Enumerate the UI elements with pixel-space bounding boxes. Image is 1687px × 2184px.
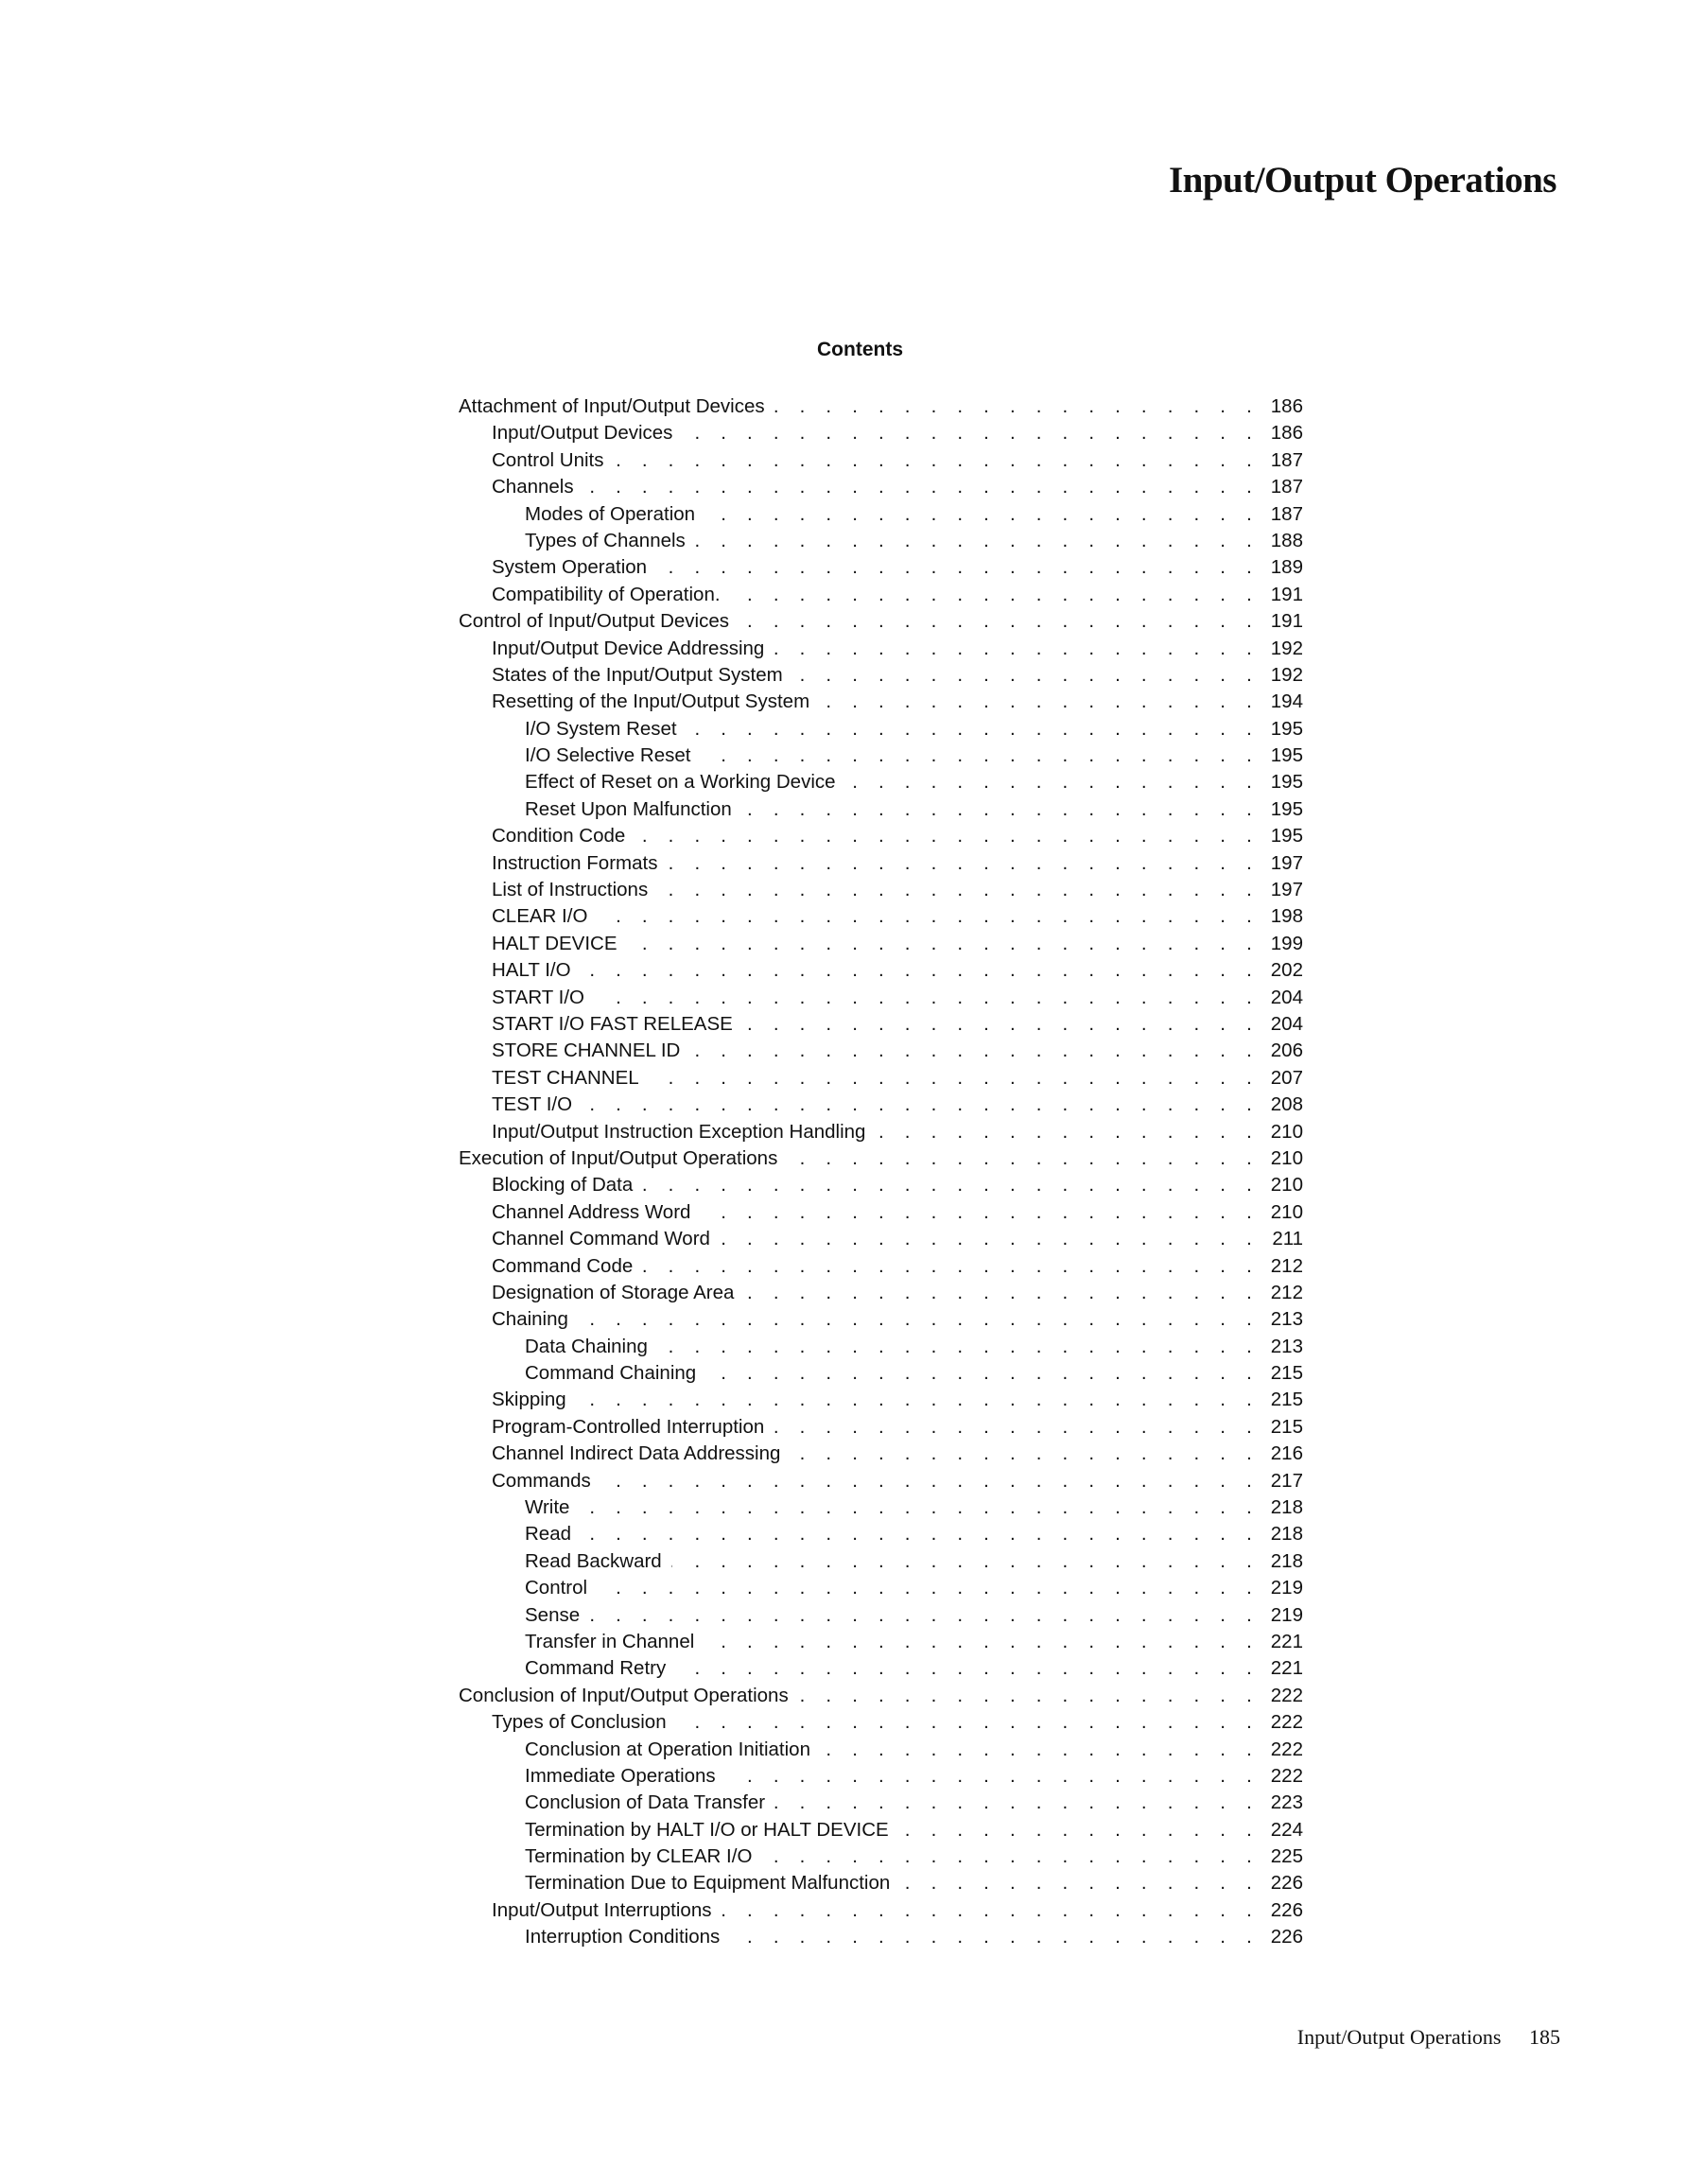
dot-leader [695,528,1260,554]
dot-leader [704,1629,1260,1655]
toc-entry-page: 188 [1270,529,1303,551]
toc-entry [459,1280,1303,1306]
toc-entry-title: Attachment of Input/Output Devices [459,395,765,417]
toc-entry [459,850,1303,877]
toc-entry-page: 217 [1270,1469,1303,1492]
toc-entry-title: Read [525,1523,572,1546]
dot-leader [675,1655,1260,1682]
toc-entry-title: Conclusion at Operation Initiation [525,1738,810,1760]
toc-entry-title: Channel Indirect Data Addressing [492,1442,781,1465]
toc-entry-title: List of Instructions [492,879,649,901]
toc-entry-title: STORE CHANNEL ID [492,1040,681,1062]
toc-entry-page: 195 [1270,744,1303,767]
dot-leader [671,1548,1260,1575]
toc-entry [459,1655,1303,1682]
toc-entry-title: Input/Output Interruptions [492,1898,712,1921]
dot-leader [582,1092,1260,1118]
toc-entry-title: Control Units [492,448,604,471]
toc-entry-title: Chaining [492,1308,568,1331]
toc-entry-title: Channel Command Word [492,1228,710,1250]
dot-leader [649,1065,1260,1092]
toc-entry [459,474,1303,500]
toc-entry-page: 218 [1270,1523,1303,1546]
toc-entry [459,528,1303,554]
dot-leader [642,1253,1260,1280]
toc-entry-title: Channel Address Word [492,1200,691,1223]
dot-leader [589,1602,1260,1629]
toc-entry-page: 219 [1270,1603,1303,1626]
toc-entry-title: HALT DEVICE [492,932,617,954]
toc-entry-page: 187 [1270,448,1303,471]
dot-leader [898,1817,1260,1843]
toc-entry-title: Designation of Storage Area [492,1281,735,1303]
dot-leader [742,1011,1260,1038]
dot-leader [704,501,1260,528]
toc-entry-title: Control [525,1577,588,1599]
toc-entry-page: 218 [1270,1496,1303,1519]
toc-entry-page: 191 [1270,610,1303,633]
toc-entry [459,1709,1303,1736]
toc-entry-page: 187 [1270,502,1303,525]
dot-leader [597,1575,1260,1601]
toc-entry-title: Control of Input/Output Devices [459,610,730,633]
toc-entry [459,1521,1303,1547]
toc-entry [459,1763,1303,1790]
toc-entry-page: 225 [1270,1845,1303,1868]
toc-entry-title: Blocking of Data [492,1174,634,1197]
toc-entry-page: 224 [1270,1818,1303,1841]
footer-page-number: 185 [1529,2025,1560,2049]
toc-entry-title: Compatibility of Operation. [492,583,721,605]
toc-entry-title: I/O System Reset [525,717,677,740]
toc-entry-title: Reset Upon Malfunction [525,797,732,820]
toc-entry [459,931,1303,957]
toc-entry [459,1199,1303,1226]
toc-entry-title: Conclusion of Data Transfer [525,1791,766,1814]
toc-entry-page: 211 [1272,1228,1303,1250]
toc-entry [459,823,1303,849]
dot-leader [594,985,1260,1011]
dot-leader [700,1199,1260,1226]
toc-entry-title: Effect of Reset on a Working Device [525,771,836,794]
toc-entry-page: 226 [1270,1872,1303,1895]
toc-entry [459,743,1303,769]
toc-entry-page: 192 [1270,663,1303,686]
dot-leader [820,1737,1260,1763]
dot-leader [774,1414,1260,1441]
toc-entry-page: 215 [1270,1362,1303,1385]
toc-entry-page: 198 [1270,905,1303,928]
toc-entry-title: Interruption Conditions [525,1926,721,1948]
toc-entry-title: START I/O [492,986,584,1008]
toc-entry-title: Modes of Operation [525,502,696,525]
toc-entry [459,1011,1303,1038]
dot-leader [600,1468,1260,1494]
dot-leader [657,1334,1260,1360]
toc-entry-page: 212 [1270,1254,1303,1277]
toc-entry-title: START I/O FAST RELEASE [492,1012,733,1035]
dot-leader [729,1924,1260,1950]
dot-leader [705,1360,1260,1387]
toc-entry-page: 199 [1270,932,1303,954]
dot-leader [581,1521,1260,1547]
toc-entry [459,1092,1303,1118]
toc-entry-page: 186 [1270,422,1303,445]
toc-entry-page: 187 [1270,476,1303,498]
toc-entry [459,608,1303,635]
toc-entry-page: 219 [1270,1577,1303,1599]
toc-entry-page: 206 [1270,1040,1303,1062]
dot-leader [657,877,1260,903]
toc-entry [459,1226,1303,1252]
dot-leader [667,850,1260,877]
toc-entry-title: Data Chaining [525,1335,648,1357]
contents-heading: Contents [817,339,903,360]
toc-entry-title: Command Retry [525,1657,667,1680]
toc-entry [459,1360,1303,1387]
toc-entry-title: Read Backward [525,1549,662,1572]
toc-entry-title: HALT I/O [492,959,571,982]
toc-entry [459,769,1303,795]
dot-leader [899,1870,1260,1896]
toc-entry-page: 213 [1270,1308,1303,1331]
toc-entry [459,689,1303,715]
toc-entry-page: 215 [1270,1389,1303,1411]
toc-entry-page: 208 [1270,1093,1303,1116]
toc-entry-page: 195 [1270,825,1303,847]
dot-leader [597,903,1260,930]
toc-entry-title: Write [525,1496,570,1519]
toc-entry [459,1843,1303,1870]
toc-entry-title: CLEAR I/O [492,905,588,928]
toc-entry-title: Termination Due to Equipment Malfunction [525,1872,891,1895]
toc-entry [459,1414,1303,1441]
toc-entry [459,554,1303,581]
toc-entry [459,1306,1303,1333]
toc-entry-title: Channels [492,476,574,498]
toc-entry-title: Immediate Operations [525,1764,716,1787]
dot-leader [790,1441,1260,1467]
toc-entry [459,1172,1303,1198]
dot-leader [700,743,1260,769]
toc-entry [459,1870,1303,1896]
dot-leader [774,393,1260,420]
toc-entry-page: 222 [1270,1684,1303,1706]
toc-entry-page: 212 [1270,1281,1303,1303]
toc-entry-page: 197 [1270,851,1303,874]
toc-entry-page: 210 [1270,1200,1303,1223]
toc-entry-page: 192 [1270,637,1303,659]
dot-leader [787,1145,1260,1172]
dot-leader [656,554,1260,581]
toc-entry-title: Types of Channels [525,529,686,551]
dot-leader [682,420,1260,446]
toc-entry-title: Input/Output Device Addressing [492,637,765,659]
dot-leader [875,1119,1260,1145]
toc-entry [459,1468,1303,1494]
toc-entry-page: 204 [1270,986,1303,1008]
toc-entry-page: 210 [1270,1120,1303,1143]
page-footer [1297,2025,1560,2050]
toc-entry-page: 210 [1270,1174,1303,1197]
toc-entry [459,1629,1303,1655]
toc-entry [459,1119,1303,1145]
toc-entry-title: Command Chaining [525,1362,697,1385]
toc-entry [459,1602,1303,1629]
dot-leader [743,1280,1260,1306]
toc-entry-page: 194 [1270,690,1303,713]
toc-entry [459,662,1303,689]
toc-entry [459,985,1303,1011]
toc-entry [459,957,1303,984]
toc-entry-title: Condition Code [492,825,626,847]
dot-leader [687,716,1260,743]
toc-entry-page: 218 [1270,1549,1303,1572]
toc-entry [459,1145,1303,1172]
chapter-title: Input/Output Operations [1168,160,1557,201]
dot-leader [741,796,1260,823]
dot-leader [730,582,1260,608]
dot-leader [798,1683,1260,1709]
toc-entry [459,1038,1303,1064]
toc-entry-title: Commands [492,1469,591,1492]
dot-leader [725,1763,1260,1790]
toc-entry-page: 195 [1270,797,1303,820]
toc-entry [459,1334,1303,1360]
toc-entry-title: Resetting of the Input/Output System [492,690,810,713]
toc-entry-page: 222 [1270,1764,1303,1787]
toc-entry [459,1924,1303,1950]
toc-entry [459,393,1303,420]
table-of-contents [459,393,1303,1951]
toc-entry-page: 191 [1270,583,1303,605]
toc-entry-title: I/O Selective Reset [525,744,691,767]
toc-entry-page: 222 [1270,1738,1303,1760]
toc-entry [459,447,1303,474]
dot-leader [581,957,1260,984]
toc-entry [459,1683,1303,1709]
toc-entry [459,582,1303,608]
dot-leader [721,1897,1260,1924]
toc-entry-title: Execution of Input/Output Operations [459,1146,778,1169]
dot-leader [845,769,1260,795]
toc-entry [459,1817,1303,1843]
toc-entry-title: Types of Conclusion [492,1711,667,1734]
toc-entry [459,420,1303,446]
toc-entry [459,1897,1303,1924]
toc-entry [459,1790,1303,1816]
dot-leader [635,823,1260,849]
toc-entry-title: Termination by CLEAR I/O [525,1845,753,1868]
toc-entry-page: 215 [1270,1415,1303,1438]
toc-entry [459,501,1303,528]
toc-entry [459,796,1303,823]
toc-entry-title: TEST CHANNEL [492,1066,639,1089]
dot-leader [576,1387,1260,1413]
toc-entry-page: 186 [1270,395,1303,417]
toc-entry-page: 189 [1270,556,1303,579]
toc-entry-page: 223 [1270,1791,1303,1814]
toc-entry-page: 204 [1270,1012,1303,1035]
toc-entry-title: Termination by HALT I/O or HALT DEVICE [525,1818,889,1841]
dot-leader [642,1172,1260,1198]
toc-entry-page: 216 [1270,1442,1303,1465]
toc-entry [459,1441,1303,1467]
toc-entry-page: 226 [1270,1898,1303,1921]
dot-leader [627,931,1260,957]
toc-entry-title: States of the Input/Output System [492,663,783,686]
toc-entry-page: 207 [1270,1066,1303,1089]
dot-leader [578,1306,1260,1333]
toc-entry-title: Command Code [492,1254,634,1277]
toc-entry-title: Input/Output Devices [492,422,673,445]
toc-entry-title: System Operation [492,556,648,579]
dot-leader [819,689,1260,715]
dot-leader [774,636,1260,662]
toc-entry [459,1494,1303,1521]
toc-entry-title: TEST I/O [492,1093,573,1116]
toc-entry-title: Instruction Formats [492,851,658,874]
toc-entry [459,1387,1303,1413]
toc-entry-page: 195 [1270,771,1303,794]
dot-leader [676,1709,1260,1736]
dot-leader [761,1843,1260,1870]
footer-running-title: Input/Output Operations [1296,2025,1502,2049]
dot-leader [614,447,1261,474]
toc-entry [459,716,1303,743]
toc-entry-page: 210 [1270,1146,1303,1169]
dot-leader [583,474,1260,500]
toc-entry-title: Conclusion of Input/Output Operations [459,1684,789,1706]
toc-entry [459,1575,1303,1601]
toc-entry-page: 221 [1270,1657,1303,1680]
toc-entry-title: Skipping [492,1389,566,1411]
toc-entry-title: Program-Controlled Interruption [492,1415,765,1438]
toc-entry-title: Transfer in Channel [525,1630,695,1652]
toc-entry [459,903,1303,930]
dot-leader [579,1494,1260,1521]
toc-entry [459,1548,1303,1575]
toc-entry-page: 213 [1270,1335,1303,1357]
toc-entry [459,1253,1303,1280]
toc-entry-page: 226 [1270,1926,1303,1948]
toc-entry-title: Input/Output Instruction Exception Handling [492,1120,866,1143]
toc-entry-page: 197 [1270,879,1303,901]
toc-entry [459,1737,1303,1763]
toc-entry-page: 222 [1270,1711,1303,1734]
dot-leader [689,1038,1260,1064]
toc-entry-title: Sense [525,1603,581,1626]
toc-entry [459,636,1303,662]
toc-entry [459,877,1303,903]
dot-leader [774,1790,1260,1816]
dot-leader [792,662,1260,689]
dot-leader [739,608,1260,635]
toc-entry-page: 195 [1270,717,1303,740]
toc-entry-page: 221 [1270,1630,1303,1652]
dot-leader [720,1226,1260,1252]
toc-entry-page: 202 [1270,959,1303,982]
toc-entry [459,1065,1303,1092]
